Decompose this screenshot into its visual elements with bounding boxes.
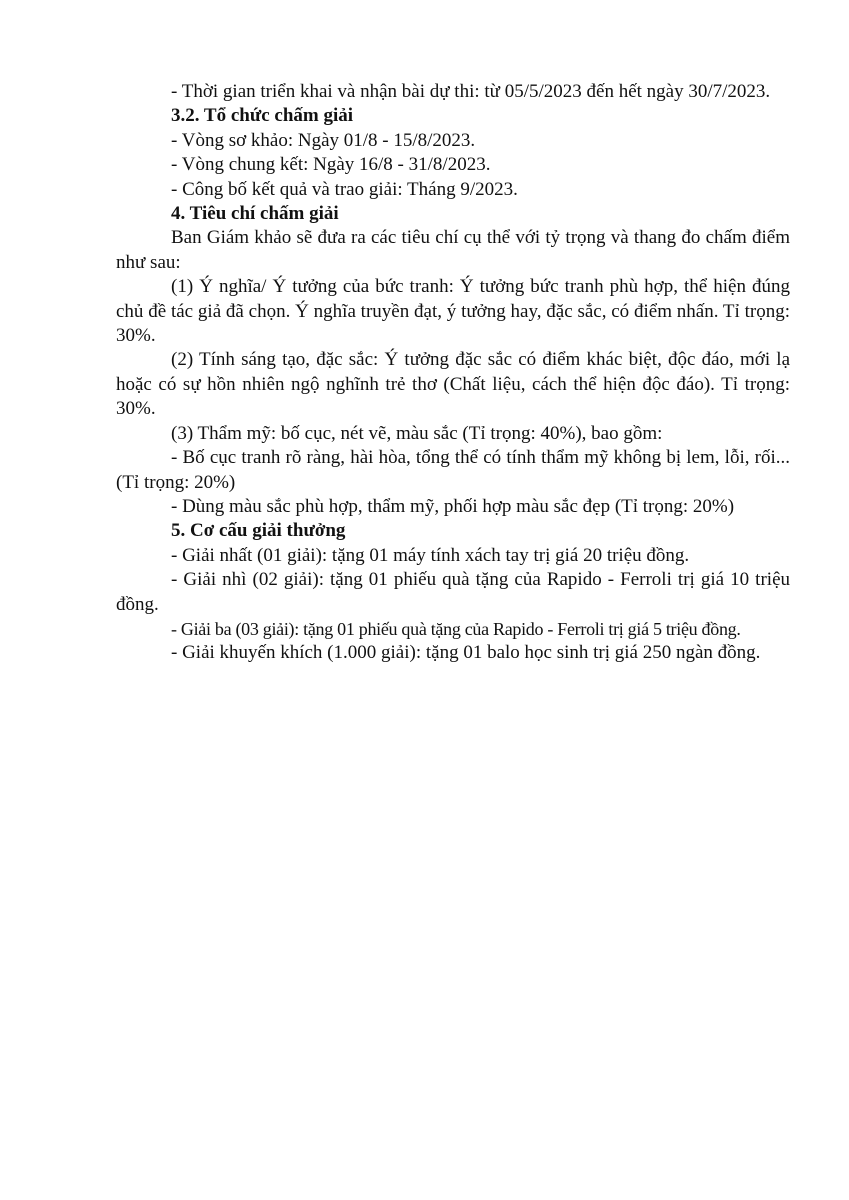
criterion-1-paragraph: (1) Ý nghĩa/ Ý tưởng của bức tranh: Ý tưởng bức tranh phù hợp, thể hiện đúng chủ đề tác giả đã chọn. Ý nghĩa truyền đạt, ý tưởng hay, đặc sắc, có điểm nhấn. Tỉ trọng: 30%. <box>116 276 790 347</box>
section-heading-5: 5. Cơ cấu giải thưởng <box>171 520 346 542</box>
prize-third-line: - Giải ba (03 giải): tặng 01 phiếu quà tặng của Rapido - Ferroli trị giá 5 triệu đồng. <box>171 618 741 639</box>
round-prelim-line: - Vòng sơ khảo: Ngày 01/8 - 15/8/2023. <box>171 129 476 151</box>
section-heading-3-2: 3.2. Tổ chức chấm giải <box>171 105 354 127</box>
section-heading-4: 4. Tiêu chí chấm giải <box>171 203 339 225</box>
criterion-3-paragraph: (3) Thẩm mỹ: bố cục, nét vẽ, màu sắc (Tỉ trọng: 40%), bao gồm: <box>171 422 663 444</box>
timeline-paragraph: - Thời gian triển khai và nhận bài dự thi: từ 05/5/2023 đến hết ngày 30/7/2023. <box>171 81 771 102</box>
jury-intro-paragraph: Ban Giám khảo sẽ đưa ra các tiêu chí cụ thể với tỷ trọng và thang đo chấm điểm như sau: <box>116 227 790 273</box>
prize-first-line: - Giải nhất (01 giải): tặng 01 máy tính xách tay trị giá 20 triệu đồng. <box>171 544 690 566</box>
round-final-line: - Vòng chung kết: Ngày 16/8 - 31/8/2023. <box>171 154 491 176</box>
criterion-3b-line: - Dùng màu sắc phù hợp, thẩm mỹ, phối hợp màu sắc đẹp (Tỉ trọng: 20%) <box>171 495 735 517</box>
criterion-2-paragraph: (2) Tính sáng tạo, đặc sắc: Ý tưởng đặc sắc có điểm khác biệt, độc đáo, mới lạ hoặc có sự hồn nhiên ngộ nghĩnh trẻ thơ (Chất liệu, cách thể hiện độc đáo). Tỉ trọng: 30%. <box>116 349 790 420</box>
announce-line: - Công bố kết quả và trao giải: Tháng 9/2023. <box>171 178 518 200</box>
criterion-3a-paragraph: - Bố cục tranh rõ ràng, hài hòa, tổng thể có tính thẩm mỹ không bị lem, lỗi, rối... (Tỉ trọng: 20%) <box>116 447 790 493</box>
document-body <box>116 80 790 666</box>
prize-second-paragraph: - Giải nhì (02 giải): tặng 01 phiếu quà tặng của Rapido - Ferroli trị giá 10 triệu đồng. <box>116 569 790 615</box>
prize-encouragement-line: - Giải khuyến khích (1.000 giải): tặng 01 balo học sinh trị giá 250 ngàn đồng. <box>171 642 761 664</box>
